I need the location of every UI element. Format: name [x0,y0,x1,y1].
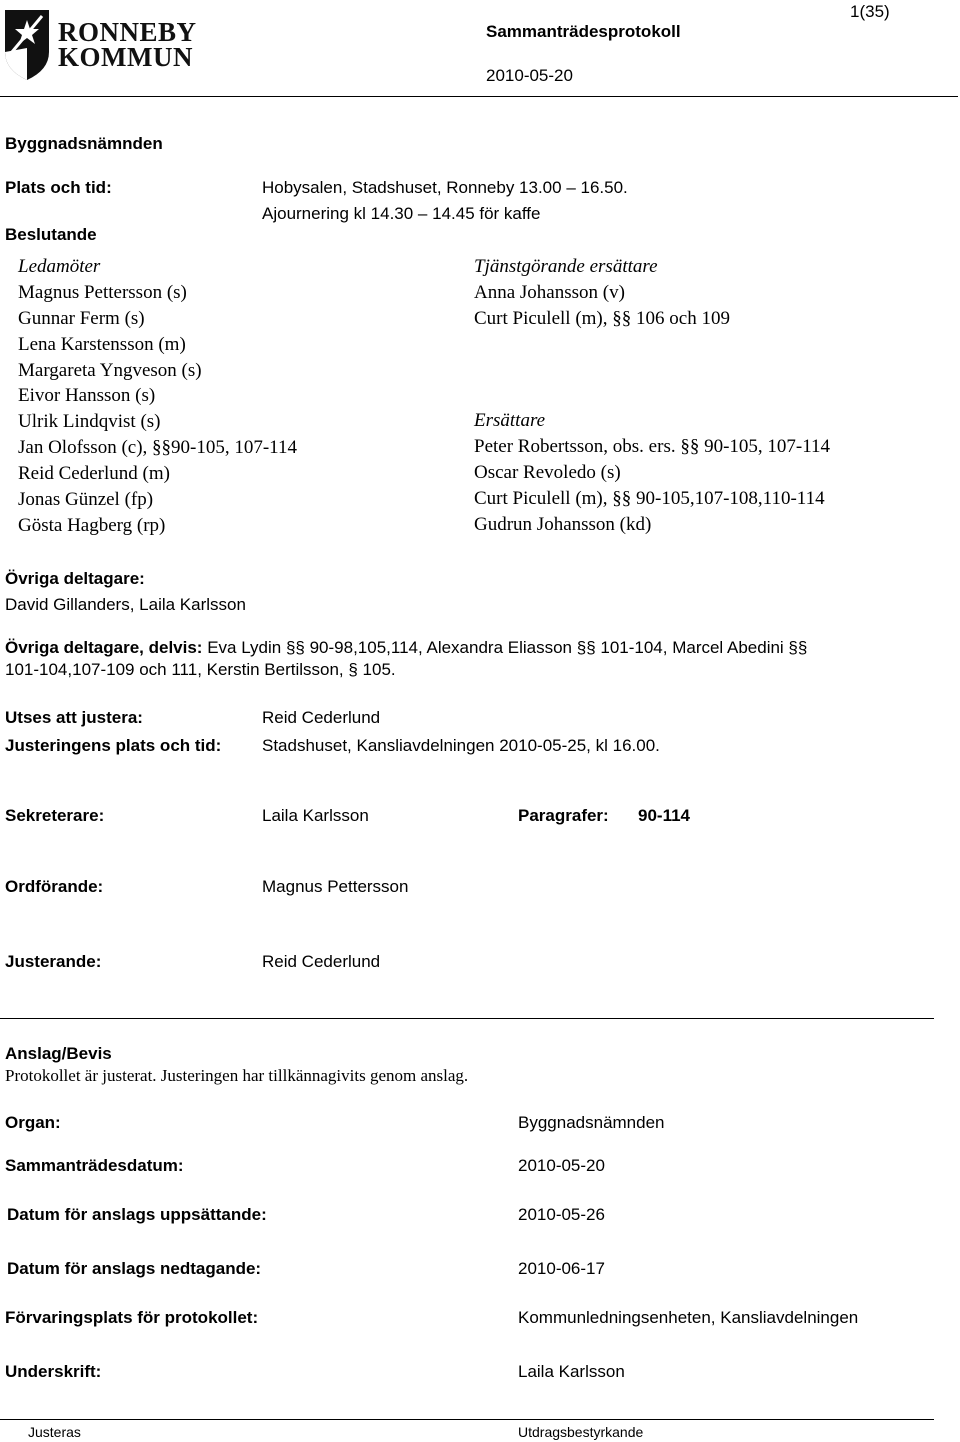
deciders-label: Beslutande [5,225,97,244]
notice-divider [0,1018,934,1019]
list-item: Jan Olofsson (c), §§90-105, 107-114 [18,437,297,459]
organ-label: Organ: [5,1113,61,1132]
footer-right: Utdragsbestyrkande [518,1424,644,1440]
storage-value: Kommunledningsenheten, Kansliavdelningen [518,1308,859,1327]
members-list [18,254,297,539]
coat-of-arms-icon [2,8,52,82]
posted-date-label: Datum för anslags uppsättande: [7,1205,267,1224]
substitutes-heading: Ersättare [474,410,546,431]
adjuster-label: Justerande: [5,952,102,971]
list-item: Lena Karstensson (m) [18,333,186,355]
document-type: Sammanträdesprotokoll [486,22,681,41]
list-item: Magnus Pettersson (s) [18,281,187,303]
header-divider [0,96,958,97]
adjust-place-value: Stadshuset, Kansliavdelningen 2010-05-25, kl 16.00. [262,736,660,755]
logo-text-line1: RONNEBY [58,17,197,47]
secretary-value: Laila Karlsson [262,806,369,825]
list-item: Gunnar Ferm (s) [18,307,145,329]
chair-value: Magnus Pettersson [262,877,409,896]
place-label: Plats och tid: [5,178,112,197]
posted-date-value: 2010-05-26 [518,1205,605,1224]
list-item: Gösta Hagberg (rp) [18,514,166,536]
partial-participants-label: Övriga deltagare, delvis: [5,638,203,657]
list-item: Peter Robertsson, obs. ers. §§ 90-105, 107-114 [474,435,831,457]
footer-left: Justeras [28,1424,81,1440]
paragraphs-value: 90-114 [638,806,690,825]
partial-participants-line1 [5,638,807,658]
partial-participants-line2: 101-104,107-109 och 111, Kerstin Bertilsson, § 105. [5,660,396,679]
serving-substitutes-list [474,254,730,332]
adjust-place-label: Justeringens plats och tid: [5,736,222,755]
list-item: Curt Piculell (m), §§ 90-105,107-108,110-114 [474,487,825,509]
header-date: 2010-05-20 [486,66,573,85]
ronneby-kommun-logo [2,8,212,84]
meeting-date-value: 2010-05-20 [518,1156,605,1175]
signature-value: Laila Karlsson [518,1362,625,1381]
appointed-adjuster-label: Utses att justera: [5,708,143,727]
adjournment-text: Ajournering kl 14.30 – 14.45 för kaffe [262,204,541,223]
list-item: Jonas Günzel (fp) [18,489,154,511]
committee-title: Byggnadsnämnden [5,134,163,153]
list-item: Anna Johansson (v) [474,281,625,303]
list-item: Reid Cederlund (m) [18,463,170,485]
storage-label: Förvaringsplats för protokollet: [5,1308,259,1327]
removed-date-label: Datum för anslags nedtagande: [7,1259,262,1278]
serving-heading: Tjänstgörande ersättare [474,256,658,277]
list-item: Curt Piculell (m), §§ 106 och 109 [474,307,730,329]
list-item: Oscar Revoledo (s) [474,461,621,483]
list-item: Ulrik Lindqvist (s) [18,411,161,433]
other-participants-label: Övriga deltagare: [5,569,145,588]
meeting-date-label: Sammanträdesdatum: [5,1156,184,1175]
members-heading: Ledamöter [18,256,101,277]
adjuster-value: Reid Cederlund [262,952,381,971]
signature-label: Underskrift: [5,1362,102,1381]
secretary-label: Sekreterare: [5,806,105,825]
paragraphs-label: Paragrafer: [518,806,609,825]
partial-participants-text: Eva Lydin §§ 90-98,105,114, Alexandra Eliasson §§ 101-104, Marcel Abedini §§ [207,638,808,657]
notice-text: Protokollet är justerat. Justeringen har tillkännagivits genom anslag. [5,1066,469,1085]
page-number: 1(35) [850,2,890,21]
logo-text-line2: KOMMUN [58,42,193,72]
organ-value: Byggnadsnämnden [518,1113,665,1132]
place-value: Hobysalen, Stadshuset, Ronneby 13.00 – 16.50. [262,178,628,197]
list-item: Eivor Hansson (s) [18,385,156,407]
chair-label: Ordförande: [5,877,104,896]
removed-date-value: 2010-06-17 [518,1259,605,1278]
appointed-adjuster-value: Reid Cederlund [262,708,381,727]
footer-divider [0,1419,934,1420]
other-participants-value: David Gillanders, Laila Karlsson [5,595,246,614]
list-item: Margareta Yngveson (s) [18,359,202,381]
notice-title: Anslag/Bevis [5,1044,112,1063]
list-item: Gudrun Johansson (kd) [474,513,652,535]
substitutes-list [474,408,830,537]
